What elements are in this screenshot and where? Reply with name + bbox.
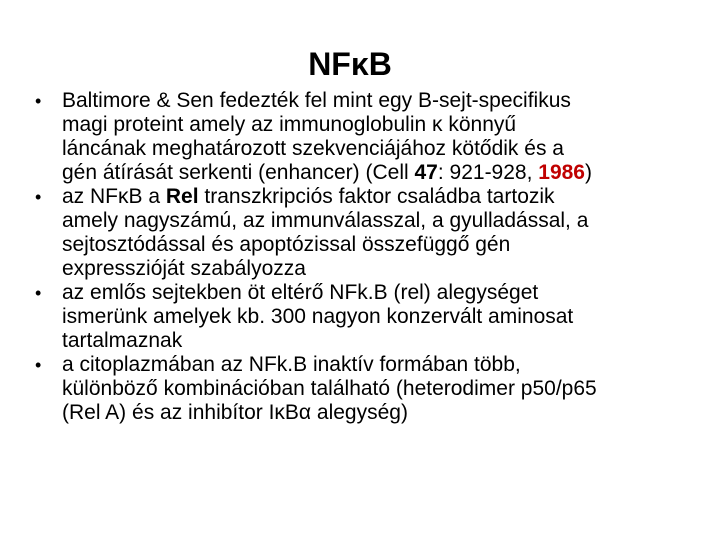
bullet-line: tartalmaznak xyxy=(62,329,183,352)
bullet-line: • az emlős sejtekben öt eltérő NFk.B (rel) alegységet xyxy=(62,281,539,304)
bullet-line: különböző kombinációban található (heterodimer p50/p65 xyxy=(62,377,597,400)
bullet-line: (Rel A) és az inhibítor IκBα alegység) xyxy=(62,401,408,424)
bullet-line: magi proteint amely az immunoglobulin κ könnyű xyxy=(62,113,517,136)
rel-keyword: Rel xyxy=(165,185,199,208)
citation-volume: 47 xyxy=(414,161,438,184)
title-part-b: B xyxy=(368,46,392,82)
bullet-item-cytoplasm xyxy=(35,353,715,425)
bullet-list xyxy=(35,89,715,425)
bullet-line-citation xyxy=(62,161,715,185)
bullet-item-rel-family xyxy=(35,185,715,281)
bullet-line: • Baltimore & Sen fedezték fel mint egy B-sejt-specifikus xyxy=(62,89,571,112)
bullet-line: ismerünk amelyek kb. 300 nagyon konzervált aminosat xyxy=(62,305,574,328)
title-part-kappa: κ xyxy=(350,46,369,82)
bullet-line: expresszióját szabályozza xyxy=(62,257,306,280)
bullet-line-rel xyxy=(62,185,715,209)
citation-text: gén átírását serkenti (enhancer) (Cell xyxy=(62,161,415,184)
citation-pages: : 921-928, xyxy=(437,161,539,184)
rel-prefix: az NFκB a xyxy=(62,185,166,208)
rel-suffix: transzkripciós faktor családba tartozik xyxy=(198,185,555,208)
slide-title xyxy=(0,44,700,84)
bullet-line: • a citoplazmában az NFk.B inaktív formában több, xyxy=(62,353,521,376)
bullet-item-discovery xyxy=(35,89,715,185)
citation-year: 1986 xyxy=(538,161,585,184)
bullet-line: sejtosztódással és apoptózissal összefüggő gén xyxy=(62,233,511,256)
citation-close: ) xyxy=(584,161,592,184)
bullet-line: láncának meghatározott szekvenciájához kötődik és a xyxy=(62,137,564,160)
title-part-nf: NF xyxy=(308,46,351,82)
bullet-line: amely nagyszámú, az immunválasszal, a gyulladással, a xyxy=(62,209,589,232)
bullet-item-subunits xyxy=(35,281,715,353)
